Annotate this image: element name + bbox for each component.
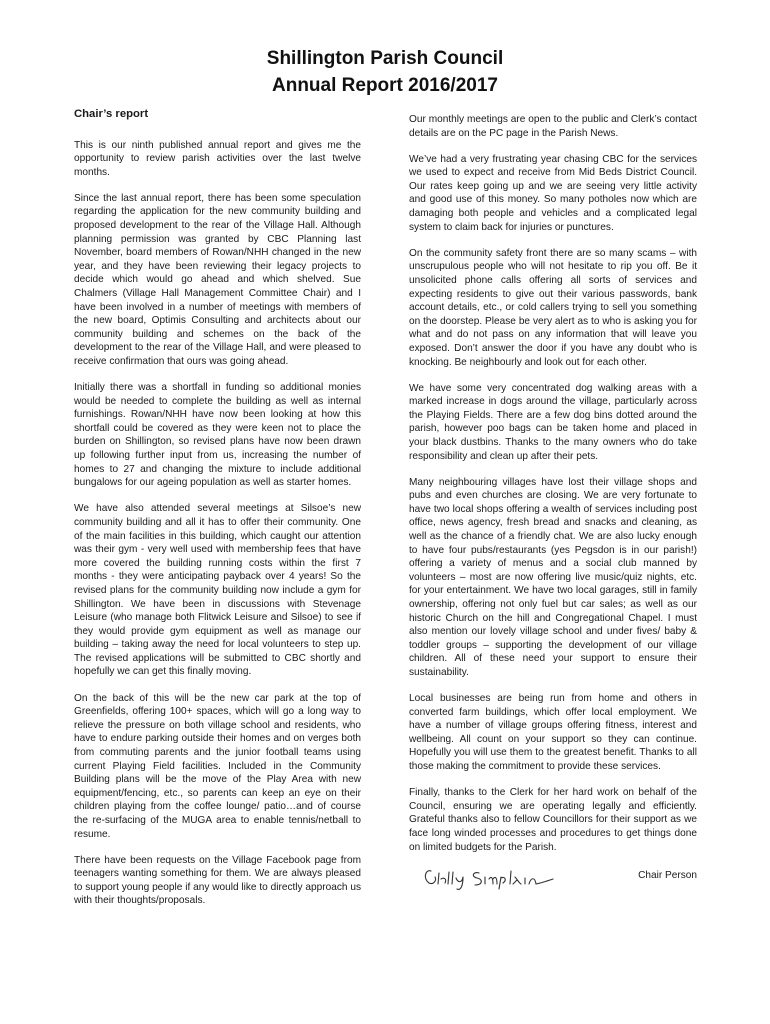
signoff-title: Chair Person: [638, 869, 697, 881]
paragraph: On the community safety front there are so many scams – with unscrupulous people who will not hesitate to rip you off. Be it unsolicited phone calls offering all sorts of services and expecting residents to give out their various passwords, bank account details, etc., or cold callers trying to sell you something on the doorstep. Please be very alert as to who is asking you for what and do not pass on any information that will leave you exposed. Don’t answer the door if you have any doubt who is knocking. Be neighbourly and look out for each other.: [409, 247, 697, 368]
handwritten-signature: [421, 865, 561, 891]
paragraph: We have some very concentrated dog walking areas with a marked increase in dogs around the village, particularly across the Playing Fields. There are a few dog bins dotted around the parish, however poo bags can be taken home and placed in your black dustbins. Thanks to the many owners who do take responsibility and clean up after their pets.: [409, 382, 697, 462]
paragraph: On the back of this will be the new car park at the top of Greenfields, offering 100+ spaces, which will go a long way to relieve the pressure on both village school and residents, who have to endure parking outside their homes and on verges both from commuting parents and the junior football teams using current Playing Field facilities. Included in the Community Building plans will be the move of the Play Area with new equipment/fencing, etc., so parents can keep an eye on their children playing from the coffee lounge/ patio…and of course the re-surfacing of the MUGA area to enable tennis/netball to resume.: [74, 692, 361, 840]
report-title: Annual Report 2016/2017: [272, 75, 498, 96]
paragraph: Finally, thanks to the Clerk for her hard work on behalf of the Council, ensuring we are operating legally and efficiently. Grateful thanks also to fellow Councillors for their support as we face long winded processes and procedures to get things done on limited budgets for the Parish.: [409, 787, 697, 853]
paragraph: Local businesses are being run from home and others in converted farm buildings, which offer local employment. We have a number of village groups offering fitness, interest and wellbeing. All count on your support so they can continue. Hopefully you will use them to the greatest benefit. Thanks to all those making the commitment to provide these services.: [409, 693, 697, 773]
paragraph: There have been requests on the Village Facebook page from teenagers wanting something for them. We are always pleased to support young people if any would like to directly approach us with their thoughts/proposals.: [74, 854, 361, 907]
paragraph: Our monthly meetings are open to the public and Clerk’s contact details are on the PC page in the Parish News.: [409, 114, 697, 139]
right-column: [409, 113, 697, 897]
paragraph: Many neighbouring villages have lost their village shops and pubs and even churches are closing. We are very fortunate to have two local shops offering a wealth of services including post office, news agency, fresh bread and snacks and cleaning, as well as the chance of a friendly chat. We are also lucky enough to have four pubs/restaurants (yes Pegsdon is in our parish!) offering a variety of menus and a social club manned by volunteers – most are now offering live music/quiz nights, etc. for your entertainment. We have two local garages, still in family ownership, offering not only fuel but car sales; as well as our historic Church on the hill and Congregational Chapel. I must also mention our lovely village school and under fives/ baby & toddler groups – supporting the development of our village children. All of these need your support to ensure their sustainability.: [409, 476, 697, 678]
left-column: [74, 108, 361, 920]
paragraph: We’ve had a very frustrating year chasing CBC for the services we used to expect and receive from Mid Beds District Council. Our rates keep going up and we are seeing very little activity and good use of this money. So many potholes now which are damaging both people and vehicles and a complicated legal system to claim back for injuries or punctures.: [409, 153, 697, 233]
council-title: Shillington Parish Council: [266, 48, 504, 69]
paragraph: Since the last annual report, there has been some speculation regarding the application for the new community building and proposed development to the rear of the Village Hall. Although planning permission was granted by CBC Planning last November, board members of Rowan/NHH changed in the new year, and they have been reviewing their legacy projects to decide which would go ahead and which shelved. Sue Chalmers (Village Hall Management Committee Chair) and I have been involved in a number of meetings with members of the new board, Optimis Consulting and architects about our community building and schemes on the back of the development to the rear of the Village Hall, and were pleased to receive confirmation that ours was going ahead.: [74, 192, 361, 367]
paragraph: We have also attended several meetings at Silsoe’s new community building and all it has to offer their community. One of the main facilities in this building, which caught our attention was their gym - very well used with membership fees that have more covered the building running costs within the first 7 months - they were anticipating payback over 4 years! So the revised plans for the community building now include a gym for Shillington. We have been in discussions with Stevenage Leisure (who manage both Flitwick Leisure and Silsoe) to see if they would provide gym equipment as well as manage our building – taking away the need for local volunteers to step up. The revised applications will be submitted to CBC shortly and hopefully we can get this finally moving.: [74, 503, 361, 678]
paragraph: This is our ninth published annual report and gives me the opportunity to review parish activities over the last twelve months.: [74, 139, 361, 178]
signature-row: [409, 867, 697, 897]
section-heading: Chair’s report: [74, 108, 149, 120]
paragraph: Initially there was a shortfall in funding so additional monies would be needed to complete the building as well as internal furnishings. Rowan/NHH have now been looking at how this shortfall could be covered as they were keen not to place the burden on Shillington, so revised plans have now been drawn up following further input from us, increasing the number of homes to 27 and changing the mixture to include additional bungalows for our ageing population as well as starter homes.: [74, 382, 361, 489]
